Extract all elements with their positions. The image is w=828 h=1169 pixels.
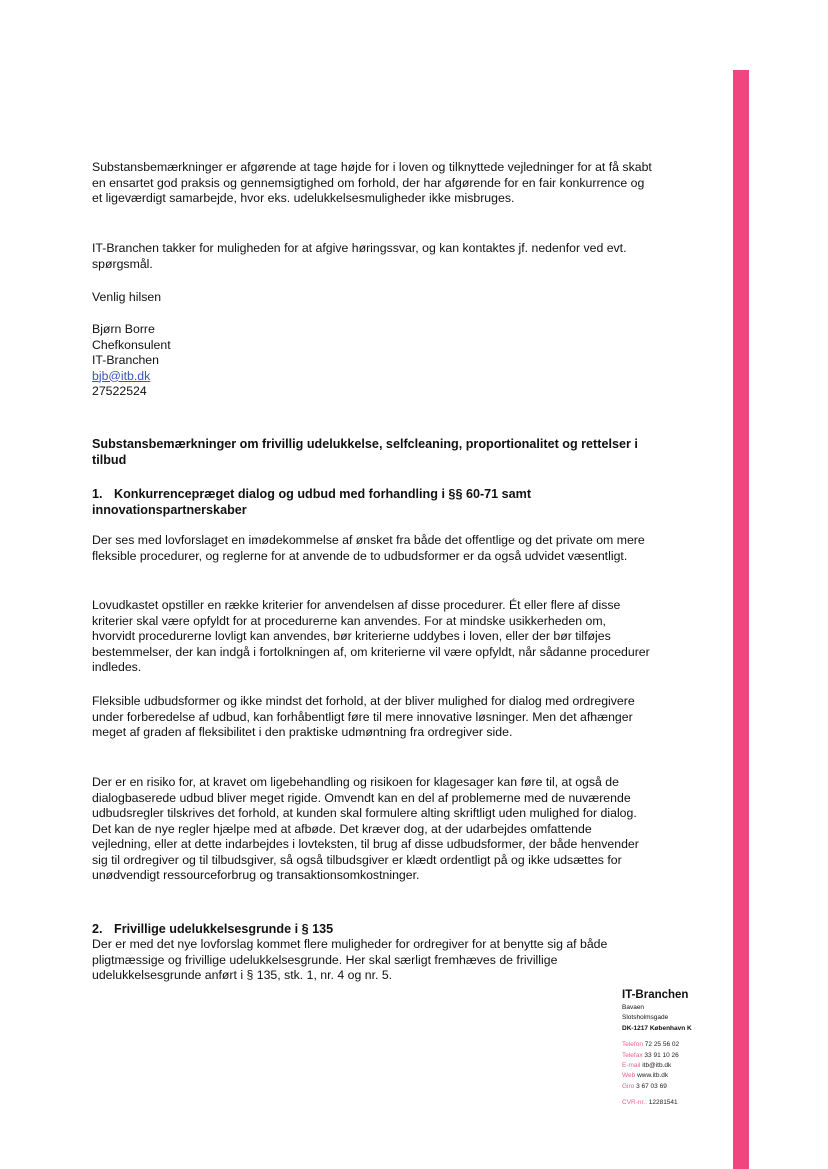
paragraph-text: Lovudkastet opstiller en række kriterier for anvendelsen af disse procedurer. Ét eller flere af disse kriterier skal være opfyldt for at procedurerne kan anvendes. For at mindske usikkerheden om, hvorvidt procedurerne lovligt kan anvendes, bør kriterierne uddybes i loven, eller der bør tilføjes bestemmelser, der kan indgå i fortolkningen af, om kriterierne vil være opfyldt, når sådanne procedurer indledes.	[92, 598, 650, 674]
greeting	[92, 290, 652, 306]
signature-block	[92, 322, 652, 400]
section-2-title: Frivillige udelukkelsesgrunde i § 135	[114, 922, 334, 936]
footer-value: 72 25 56 02	[644, 1041, 680, 1049]
signature-phone: 27522524	[92, 384, 147, 398]
paragraph-text: IT-Branchen takker for muligheden for at afgive høringssvar, og kan kontaktes jf. nedenfor ved evt. spørgsmål.	[92, 241, 627, 271]
letterhead-footer	[622, 988, 728, 1109]
section-2-heading	[92, 921, 652, 937]
accent-bar	[733, 70, 749, 1169]
section-1-paragraph-1	[92, 533, 652, 564]
section-1-heading	[92, 486, 652, 518]
section-1-title: Konkurrencepræget dialog og udbud med forhandling i §§ 60-71 samt innovationspartnerskaber	[92, 487, 532, 517]
section-1-paragraph-4	[92, 775, 652, 884]
paragraph-text: Fleksible udbudsformer og ikke mindst det forhold, at der bliver mulighed for dialog med ordregivere under forberedelse af udbud, kan forhåbentligt føre til mere innovative løsninger. Men det afhænger meget af graden af fleksibilitet i den praktiske udmøntning fra ordregiver side.	[92, 694, 635, 739]
footer-cvr-row	[622, 1098, 728, 1108]
paragraph-text: Der er med det nye lovforslag kommet flere muligheder for ordregiver for at benytte sig af både pligtmæssige og frivillige udelukkelsesgrunde. Her skal særligt fremhæves de frivillige udelukkelsesgrunde anført i § 135, stk. 1, nr. 4 og nr. 5.	[92, 937, 608, 982]
footer-address-line: Slotsholmsgade	[622, 1014, 669, 1022]
footer-email-row	[622, 1061, 728, 1071]
main-heading-text: Substansbemærkninger om frivillig udelukkelse, selfcleaning, proportionalitet og rettelser i tilbud	[92, 437, 638, 467]
footer-label: Web	[622, 1072, 636, 1080]
footer-telefax-row	[622, 1051, 728, 1061]
footer-org-name: IT-Branchen	[622, 989, 689, 1001]
paragraph-text: Der ses med lovforslaget en imødekommelse af ønsket fra både det offentlige og det private om mere fleksible procedurer, og reglerne for at anvende de to udbudsformer er da også udvidet væsentligt.	[92, 533, 645, 563]
section-1-paragraph-3	[92, 694, 652, 741]
footer-label: Giro	[622, 1082, 635, 1090]
footer-value: www.itb.dk	[637, 1072, 669, 1080]
footer-label: E-mail	[622, 1062, 641, 1070]
footer-value: 12281541	[648, 1099, 678, 1107]
footer-address-line: DK-1217 København K	[622, 1024, 692, 1032]
section-1-paragraph-2	[92, 598, 652, 676]
footer-address-line: Bavaen	[622, 1004, 645, 1011]
signature-name: Bjørn Borre	[92, 322, 155, 336]
footer-value: 3 67 03 69	[636, 1082, 667, 1090]
footer-value: itb@itb.dk	[642, 1062, 672, 1070]
footer-label: Telefax	[622, 1051, 643, 1059]
greeting-text: Venlig hilsen	[92, 290, 162, 304]
footer-label: Telefon	[622, 1041, 643, 1049]
paragraph-text: Substansbemærkninger er afgørende at tage højde for i loven og tilknyttede vejledninger for at få skabt en ensartet god praksis og gennemsigtighed om forhold, der har afgørende for en fair konkurrence og et ligeværdigt samarbejde, hvor eks. udelukkelsesmuligheder ikke misbruges.	[92, 160, 652, 205]
signature-email-link[interactable]: bjb@itb.dk	[92, 368, 151, 383]
footer-web-row	[622, 1071, 728, 1081]
intro-paragraph-1	[92, 160, 652, 207]
footer-label: CVR-nr.:	[622, 1099, 647, 1107]
signature-title: Chefkonsulent	[92, 337, 171, 352]
paragraph-text: Der er en risiko for, at kravet om ligebehandling og risikoen for klagesager kan føre til, at også de dialogbaserede udbud bliver meget rigide. Omvendt kan en del af problemerne med de nuværende udbudsregler tilskrives det forhold, at kunden skal formulere alting skriftligt uden mulighed for dialog. Det kan de nye regler hjælpe med at afbøde. Det kræver dog, at der udarbejdes omfattende vejledning, eller at dette indarbejdes i lovteksten, til brug af disse udbudsformer, der både henvender sig til ordregiver og til tilbudsgiver, så også tilbudsgiver er klædt ordentligt på og ikke udsættes for unødvendigt ressourceforbrug og transaktionsomkostninger.	[92, 775, 639, 882]
footer-value: 33 91 10 26	[644, 1051, 679, 1059]
intro-paragraph-2	[92, 241, 652, 272]
signature-org: IT-Branchen	[92, 353, 159, 367]
section-2-paragraph-1	[92, 937, 652, 984]
footer-giro-row	[622, 1082, 728, 1092]
footer-telefon-row	[622, 1040, 728, 1050]
main-heading	[92, 436, 652, 468]
section-2-number: 2.	[92, 922, 103, 936]
section-1-number: 1.	[92, 487, 103, 501]
